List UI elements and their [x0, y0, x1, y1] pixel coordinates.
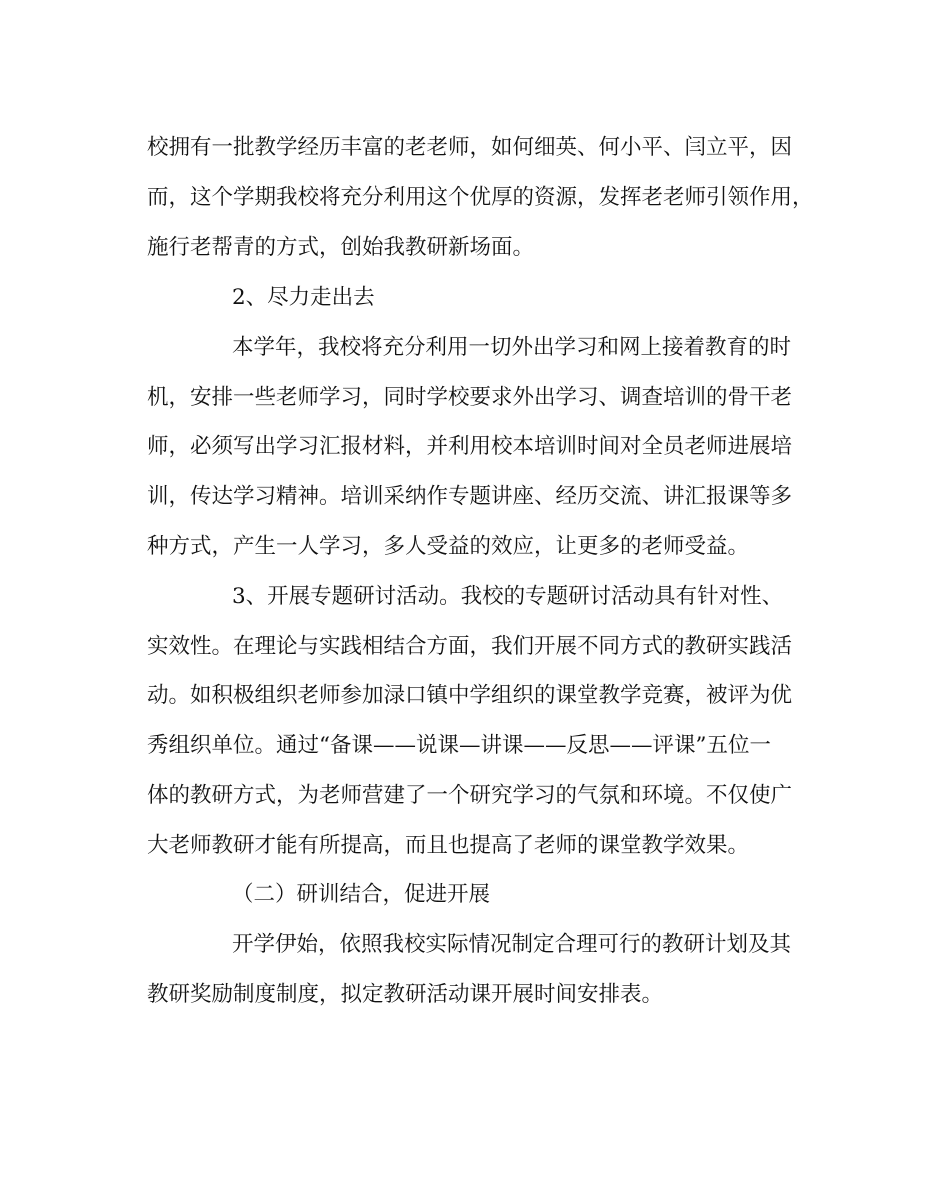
text-line: 本学年，我校将充分利用一切外出学习和网上接着教育的时	[232, 335, 792, 360]
text-line: 动。如积极组织老师参加渌口镇中学组织的课堂教学竞赛，被评为优	[147, 683, 793, 708]
text-line: 实效性。在理论与实践相结合方面，我们开展不同方式的教研实践活	[147, 634, 793, 659]
text-line: 体的教研方式，为老师营建了一个研究学习的气氛和环境。不仅使广	[147, 783, 793, 808]
text-line: 师，必须写出学习汇报材料，并利用校本培训时间对全员老师进展培	[147, 434, 793, 459]
text-line: 秀组织单位。通过“备课——说课—讲课——反思——评课”五位一	[147, 733, 771, 758]
text-line: 机，安排一些老师学习，同时学校要求外出学习、调查培训的骨干老	[147, 385, 793, 410]
text-line: 施行老帮青的方式，创始我教研新场面。	[147, 235, 535, 260]
text-line: 校拥有一批教学经历丰富的老老师，如何细英、何小平、闫立平，因	[147, 135, 793, 160]
text-line: 而，这个学期我校将充分利用这个优厚的资源，发挥老老师引领作用，	[147, 185, 814, 210]
section-heading: （二）研训结合，促进开展	[232, 882, 491, 907]
text-line: 训，传达学习精神。培训采纳作专题讲座、经历交流、讲汇报课等多	[147, 484, 793, 509]
text-line: 种方式，产生一人学习，多人受益的效应，让更多的老师受益。	[147, 534, 750, 559]
text-line: 大老师教研才能有所提高，而且也提高了老师的课堂教学效果。	[147, 833, 750, 858]
text-line: 教研奖励制度制度，拟定教研活动课开展时间安排表。	[147, 982, 664, 1007]
text-line: 开学伊始，依照我校实际情况制定合理可行的教研计划及其	[232, 932, 792, 957]
text-line: 3、开展专题研讨活动。我校的专题研讨活动具有针对性、	[232, 584, 784, 609]
section-heading: 2、尽力走出去	[232, 285, 375, 310]
